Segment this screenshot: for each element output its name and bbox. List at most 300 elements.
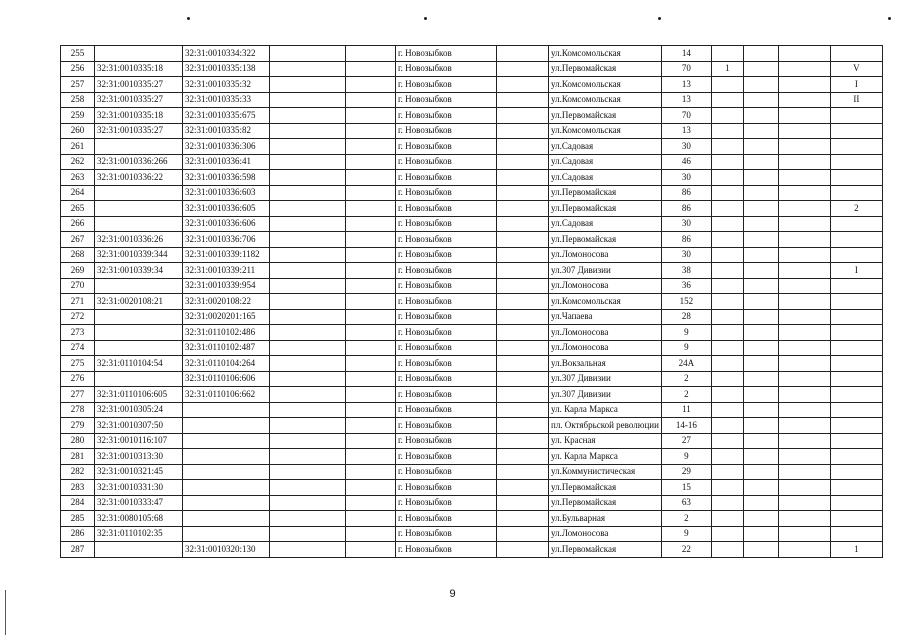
- premises-cell: [830, 340, 882, 356]
- row-number-cell: 273: [61, 325, 95, 341]
- extra-cell: [743, 170, 778, 186]
- land-cadastral-cell: 32:31:0010305:24: [95, 402, 183, 418]
- building-cadastral-cell: 32:31:0010335:32: [183, 77, 270, 93]
- city-cell: г. Новозыбков: [396, 325, 497, 341]
- empty-cell: [497, 526, 549, 542]
- table-row: [61, 511, 883, 527]
- extra-cell: [711, 464, 743, 480]
- building-cadastral-cell: [183, 433, 270, 449]
- empty-cell: [346, 263, 396, 279]
- land-cadastral-cell: [95, 185, 183, 201]
- row-number-cell: 257: [61, 77, 95, 93]
- street-cell: ул.Ломоносова: [549, 278, 662, 294]
- street-cell: ул. Карла Маркса: [549, 449, 662, 465]
- land-cadastral-cell: 32:31:0010335:27: [95, 92, 183, 108]
- house-number-cell: 30: [661, 247, 711, 263]
- extra-cell: [711, 278, 743, 294]
- empty-cell: [778, 464, 830, 480]
- empty-cell: [778, 247, 830, 263]
- city-cell: г. Новозыбков: [396, 216, 497, 232]
- house-number-cell: 9: [661, 526, 711, 542]
- empty-cell: [778, 139, 830, 155]
- land-cadastral-cell: 32:31:0010335:27: [95, 123, 183, 139]
- empty-cell: [346, 77, 396, 93]
- row-number-cell: 281: [61, 449, 95, 465]
- street-cell: ул.Коммунистическая: [549, 464, 662, 480]
- street-cell: пл. Октябрьской революции: [549, 418, 662, 434]
- table-row: [61, 464, 883, 480]
- city-cell: г. Новозыбков: [396, 511, 497, 527]
- empty-cell: [346, 123, 396, 139]
- empty-cell: [778, 201, 830, 217]
- empty-cell: [497, 449, 549, 465]
- empty-cell: [778, 123, 830, 139]
- row-number-cell: 276: [61, 371, 95, 387]
- empty-cell: [778, 294, 830, 310]
- table-row: [61, 325, 883, 341]
- extra-cell: [743, 216, 778, 232]
- extra-cell: [743, 542, 778, 558]
- empty-cell: [270, 449, 346, 465]
- empty-cell: [270, 340, 346, 356]
- empty-cell: [346, 495, 396, 511]
- premises-cell: [830, 464, 882, 480]
- city-cell: г. Новозыбков: [396, 201, 497, 217]
- land-cadastral-cell: 32:31:0110104:54: [95, 356, 183, 372]
- empty-cell: [778, 325, 830, 341]
- extra-cell: [711, 139, 743, 155]
- extra-cell: [743, 387, 778, 403]
- empty-cell: [270, 495, 346, 511]
- house-number-cell: 13: [661, 92, 711, 108]
- empty-cell: [778, 154, 830, 170]
- land-cadastral-cell: [95, 371, 183, 387]
- extra-cell: [711, 340, 743, 356]
- empty-cell: [497, 92, 549, 108]
- table-row: [61, 216, 883, 232]
- premises-cell: [830, 232, 882, 248]
- city-cell: г. Новозыбков: [396, 387, 497, 403]
- empty-cell: [497, 77, 549, 93]
- house-number-cell: 38: [661, 263, 711, 279]
- empty-cell: [270, 92, 346, 108]
- land-cadastral-cell: [95, 201, 183, 217]
- extra-cell: [743, 247, 778, 263]
- premises-cell: [830, 480, 882, 496]
- city-cell: г. Новозыбков: [396, 495, 497, 511]
- building-cadastral-cell: [183, 418, 270, 434]
- table-row: [61, 77, 883, 93]
- table-row: [61, 356, 883, 372]
- table-row: [61, 418, 883, 434]
- house-number-cell: 70: [661, 61, 711, 77]
- building-cadastral-cell: [183, 526, 270, 542]
- empty-cell: [497, 325, 549, 341]
- street-cell: ул.Первомайская: [549, 61, 662, 77]
- house-number-cell: 63: [661, 495, 711, 511]
- empty-cell: [778, 402, 830, 418]
- house-number-cell: 27: [661, 433, 711, 449]
- building-cadastral-cell: 32:31:0010336:706: [183, 232, 270, 248]
- extra-cell: [743, 511, 778, 527]
- house-number-cell: 9: [661, 325, 711, 341]
- row-number-cell: 267: [61, 232, 95, 248]
- table-row: [61, 495, 883, 511]
- land-cadastral-cell: 32:31:0010307:50: [95, 418, 183, 434]
- table-row: [61, 294, 883, 310]
- empty-cell: [346, 371, 396, 387]
- premises-cell: [830, 139, 882, 155]
- empty-cell: [346, 526, 396, 542]
- empty-cell: [346, 294, 396, 310]
- house-number-cell: 86: [661, 185, 711, 201]
- table-row: [61, 526, 883, 542]
- empty-cell: [346, 433, 396, 449]
- empty-cell: [270, 542, 346, 558]
- street-cell: ул.Садовая: [549, 170, 662, 186]
- empty-cell: [778, 371, 830, 387]
- city-cell: г. Новозыбков: [396, 247, 497, 263]
- extra-cell: [743, 77, 778, 93]
- building-cadastral-cell: 32:31:0110106:662: [183, 387, 270, 403]
- empty-cell: [270, 464, 346, 480]
- empty-cell: [270, 46, 346, 62]
- empty-cell: [497, 387, 549, 403]
- house-number-cell: 70: [661, 108, 711, 124]
- city-cell: г. Новозыбков: [396, 449, 497, 465]
- building-cadastral-cell: 32:31:0010336:603: [183, 185, 270, 201]
- land-cadastral-cell: [95, 325, 183, 341]
- row-number-cell: 275: [61, 356, 95, 372]
- row-number-cell: 278: [61, 402, 95, 418]
- street-cell: ул.Комсомольская: [549, 294, 662, 310]
- extra-cell: [743, 495, 778, 511]
- extra-cell: [743, 232, 778, 248]
- empty-cell: [778, 356, 830, 372]
- extra-cell: [743, 480, 778, 496]
- row-number-cell: 283: [61, 480, 95, 496]
- empty-cell: [778, 511, 830, 527]
- row-number-cell: 265: [61, 201, 95, 217]
- empty-cell: [778, 387, 830, 403]
- land-cadastral-cell: [95, 309, 183, 325]
- house-number-cell: 9: [661, 449, 711, 465]
- street-cell: ул.Садовая: [549, 216, 662, 232]
- empty-cell: [270, 77, 346, 93]
- building-cadastral-cell: 32:31:0010336:606: [183, 216, 270, 232]
- house-number-cell: 11: [661, 402, 711, 418]
- empty-cell: [497, 216, 549, 232]
- building-cadastral-cell: 32:31:0010334:322: [183, 46, 270, 62]
- empty-cell: [270, 232, 346, 248]
- table-row: [61, 139, 883, 155]
- table-row: [61, 371, 883, 387]
- empty-cell: [346, 340, 396, 356]
- land-cadastral-cell: 32:31:0010116:107: [95, 433, 183, 449]
- empty-cell: [346, 449, 396, 465]
- premises-cell: [830, 495, 882, 511]
- premises-cell: 2: [830, 201, 882, 217]
- empty-cell: [270, 216, 346, 232]
- house-number-cell: 15: [661, 480, 711, 496]
- empty-cell: [497, 61, 549, 77]
- premises-cell: [830, 387, 882, 403]
- city-cell: г. Новозыбков: [396, 402, 497, 418]
- land-cadastral-cell: 32:31:0110102:35: [95, 526, 183, 542]
- premises-cell: [830, 356, 882, 372]
- row-number-cell: 272: [61, 309, 95, 325]
- premises-cell: I: [830, 263, 882, 279]
- street-cell: ул.Вокзальная: [549, 356, 662, 372]
- scan-mark: [187, 17, 190, 20]
- empty-cell: [497, 123, 549, 139]
- row-number-cell: 282: [61, 464, 95, 480]
- premises-cell: [830, 154, 882, 170]
- street-cell: ул.Комсомольская: [549, 123, 662, 139]
- city-cell: г. Новозыбков: [396, 154, 497, 170]
- extra-cell: [711, 201, 743, 217]
- empty-cell: [778, 278, 830, 294]
- row-number-cell: 277: [61, 387, 95, 403]
- empty-cell: [497, 418, 549, 434]
- empty-cell: [346, 216, 396, 232]
- table-row: [61, 480, 883, 496]
- building-cadastral-cell: [183, 495, 270, 511]
- building-cadastral-cell: 32:31:0110106:606: [183, 371, 270, 387]
- land-cadastral-cell: 32:31:0010313:30: [95, 449, 183, 465]
- building-cadastral-cell: [183, 480, 270, 496]
- empty-cell: [346, 402, 396, 418]
- empty-cell: [497, 294, 549, 310]
- empty-cell: [270, 433, 346, 449]
- house-number-cell: 24А: [661, 356, 711, 372]
- city-cell: г. Новозыбков: [396, 542, 497, 558]
- row-number-cell: 264: [61, 185, 95, 201]
- building-cadastral-cell: 32:31:0110102:486: [183, 325, 270, 341]
- house-number-cell: 30: [661, 139, 711, 155]
- street-cell: ул.Первомайская: [549, 232, 662, 248]
- empty-cell: [497, 263, 549, 279]
- house-number-cell: 46: [661, 154, 711, 170]
- empty-cell: [270, 294, 346, 310]
- table-row: [61, 201, 883, 217]
- building-cadastral-cell: 32:31:0010339:211: [183, 263, 270, 279]
- row-number-cell: 271: [61, 294, 95, 310]
- extra-cell: [743, 418, 778, 434]
- row-number-cell: 279: [61, 418, 95, 434]
- row-number-cell: 287: [61, 542, 95, 558]
- empty-cell: [778, 449, 830, 465]
- city-cell: г. Новозыбков: [396, 356, 497, 372]
- table-row: [61, 449, 883, 465]
- street-cell: ул.Ломоносова: [549, 526, 662, 542]
- extra-cell: [711, 449, 743, 465]
- empty-cell: [346, 139, 396, 155]
- premises-cell: [830, 402, 882, 418]
- empty-cell: [497, 402, 549, 418]
- land-cadastral-cell: 32:31:0010335:27: [95, 77, 183, 93]
- land-cadastral-cell: [95, 216, 183, 232]
- empty-cell: [270, 526, 346, 542]
- empty-cell: [346, 480, 396, 496]
- empty-cell: [270, 371, 346, 387]
- empty-cell: [497, 170, 549, 186]
- city-cell: г. Новозыбков: [396, 61, 497, 77]
- row-number-cell: 268: [61, 247, 95, 263]
- empty-cell: [270, 139, 346, 155]
- empty-cell: [270, 108, 346, 124]
- extra-cell: [711, 495, 743, 511]
- extra-cell: [711, 170, 743, 186]
- extra-cell: [711, 371, 743, 387]
- building-cadastral-cell: [183, 464, 270, 480]
- extra-cell: [743, 201, 778, 217]
- extra-cell: [743, 108, 778, 124]
- premises-cell: [830, 526, 882, 542]
- building-cadastral-cell: 32:31:0010339:1182: [183, 247, 270, 263]
- empty-cell: [497, 201, 549, 217]
- table-row: [61, 309, 883, 325]
- scan-mark: [424, 17, 427, 20]
- building-cadastral-cell: [183, 449, 270, 465]
- empty-cell: [497, 511, 549, 527]
- table-row: [61, 108, 883, 124]
- building-cadastral-cell: 32:31:0010335:675: [183, 108, 270, 124]
- empty-cell: [778, 542, 830, 558]
- land-cadastral-cell: 32:31:0010339:344: [95, 247, 183, 263]
- land-cadastral-cell: 32:31:0010336:26: [95, 232, 183, 248]
- house-number-cell: 86: [661, 232, 711, 248]
- land-cadastral-cell: 32:31:0010335:18: [95, 61, 183, 77]
- empty-cell: [497, 495, 549, 511]
- empty-cell: [497, 247, 549, 263]
- row-number-cell: 255: [61, 46, 95, 62]
- house-number-cell: 9: [661, 340, 711, 356]
- empty-cell: [270, 356, 346, 372]
- empty-cell: [270, 511, 346, 527]
- land-cadastral-cell: [95, 139, 183, 155]
- city-cell: г. Новозыбков: [396, 278, 497, 294]
- street-cell: ул.Первомайская: [549, 185, 662, 201]
- street-cell: ул.Первомайская: [549, 480, 662, 496]
- extra-cell: [711, 185, 743, 201]
- extra-cell: [743, 325, 778, 341]
- premises-cell: I: [830, 77, 882, 93]
- house-number-cell: 36: [661, 278, 711, 294]
- table-row: [61, 542, 883, 558]
- empty-cell: [346, 108, 396, 124]
- extra-cell: [743, 309, 778, 325]
- empty-cell: [346, 309, 396, 325]
- extra-cell: [711, 387, 743, 403]
- premises-cell: [830, 46, 882, 62]
- empty-cell: [497, 185, 549, 201]
- premises-cell: [830, 216, 882, 232]
- building-cadastral-cell: 32:31:0110104:264: [183, 356, 270, 372]
- street-cell: ул.Садовая: [549, 154, 662, 170]
- premises-cell: II: [830, 92, 882, 108]
- empty-cell: [778, 170, 830, 186]
- table-row: [61, 340, 883, 356]
- extra-cell: [711, 356, 743, 372]
- empty-cell: [778, 263, 830, 279]
- land-cadastral-cell: 32:31:0110106:605: [95, 387, 183, 403]
- empty-cell: [778, 495, 830, 511]
- extra-cell: [711, 77, 743, 93]
- house-number-cell: 2: [661, 511, 711, 527]
- house-number-cell: 2: [661, 387, 711, 403]
- extra-cell: [711, 46, 743, 62]
- empty-cell: [270, 325, 346, 341]
- extra-cell: [743, 340, 778, 356]
- extra-cell: [743, 402, 778, 418]
- empty-cell: [270, 402, 346, 418]
- street-cell: ул.Комсомольская: [549, 92, 662, 108]
- row-number-cell: 280: [61, 433, 95, 449]
- empty-cell: [270, 123, 346, 139]
- empty-cell: [346, 46, 396, 62]
- building-cadastral-cell: 32:31:0110102:487: [183, 340, 270, 356]
- extra-cell: [711, 123, 743, 139]
- empty-cell: [778, 232, 830, 248]
- street-cell: ул.Первомайская: [549, 542, 662, 558]
- empty-cell: [497, 139, 549, 155]
- land-cadastral-cell: 32:31:0010335:18: [95, 108, 183, 124]
- premises-cell: [830, 170, 882, 186]
- city-cell: г. Новозыбков: [396, 170, 497, 186]
- house-number-cell: 29: [661, 464, 711, 480]
- table-row: [61, 61, 883, 77]
- empty-cell: [346, 154, 396, 170]
- empty-cell: [778, 418, 830, 434]
- street-cell: ул.Ломоносова: [549, 340, 662, 356]
- empty-cell: [778, 433, 830, 449]
- premises-cell: [830, 325, 882, 341]
- table-row: [61, 247, 883, 263]
- extra-cell: [711, 433, 743, 449]
- table-row: [61, 92, 883, 108]
- empty-cell: [346, 92, 396, 108]
- empty-cell: [778, 340, 830, 356]
- extra-cell: [711, 526, 743, 542]
- land-cadastral-cell: 32:31:0010336:22: [95, 170, 183, 186]
- table-row: [61, 185, 883, 201]
- house-number-cell: 30: [661, 170, 711, 186]
- building-cadastral-cell: 32:31:0010320:130: [183, 542, 270, 558]
- street-cell: ул.Комсомольская: [549, 46, 662, 62]
- table-row: [61, 170, 883, 186]
- city-cell: г. Новозыбков: [396, 526, 497, 542]
- premises-cell: [830, 123, 882, 139]
- extra-cell: [711, 247, 743, 263]
- empty-cell: [346, 542, 396, 558]
- row-number-cell: 256: [61, 61, 95, 77]
- house-number-cell: 13: [661, 77, 711, 93]
- table-row: [61, 433, 883, 449]
- empty-cell: [497, 340, 549, 356]
- building-cadastral-cell: 32:31:0010336:598: [183, 170, 270, 186]
- premises-cell: [830, 449, 882, 465]
- scan-mark: [888, 17, 891, 20]
- house-number-cell: 28: [661, 309, 711, 325]
- city-cell: г. Новозыбков: [396, 340, 497, 356]
- land-cadastral-cell: 32:31:0010331:30: [95, 480, 183, 496]
- row-number-cell: 260: [61, 123, 95, 139]
- city-cell: г. Новозыбков: [396, 480, 497, 496]
- land-cadastral-cell: 32:31:0010333:47: [95, 495, 183, 511]
- empty-cell: [497, 278, 549, 294]
- premises-cell: V: [830, 61, 882, 77]
